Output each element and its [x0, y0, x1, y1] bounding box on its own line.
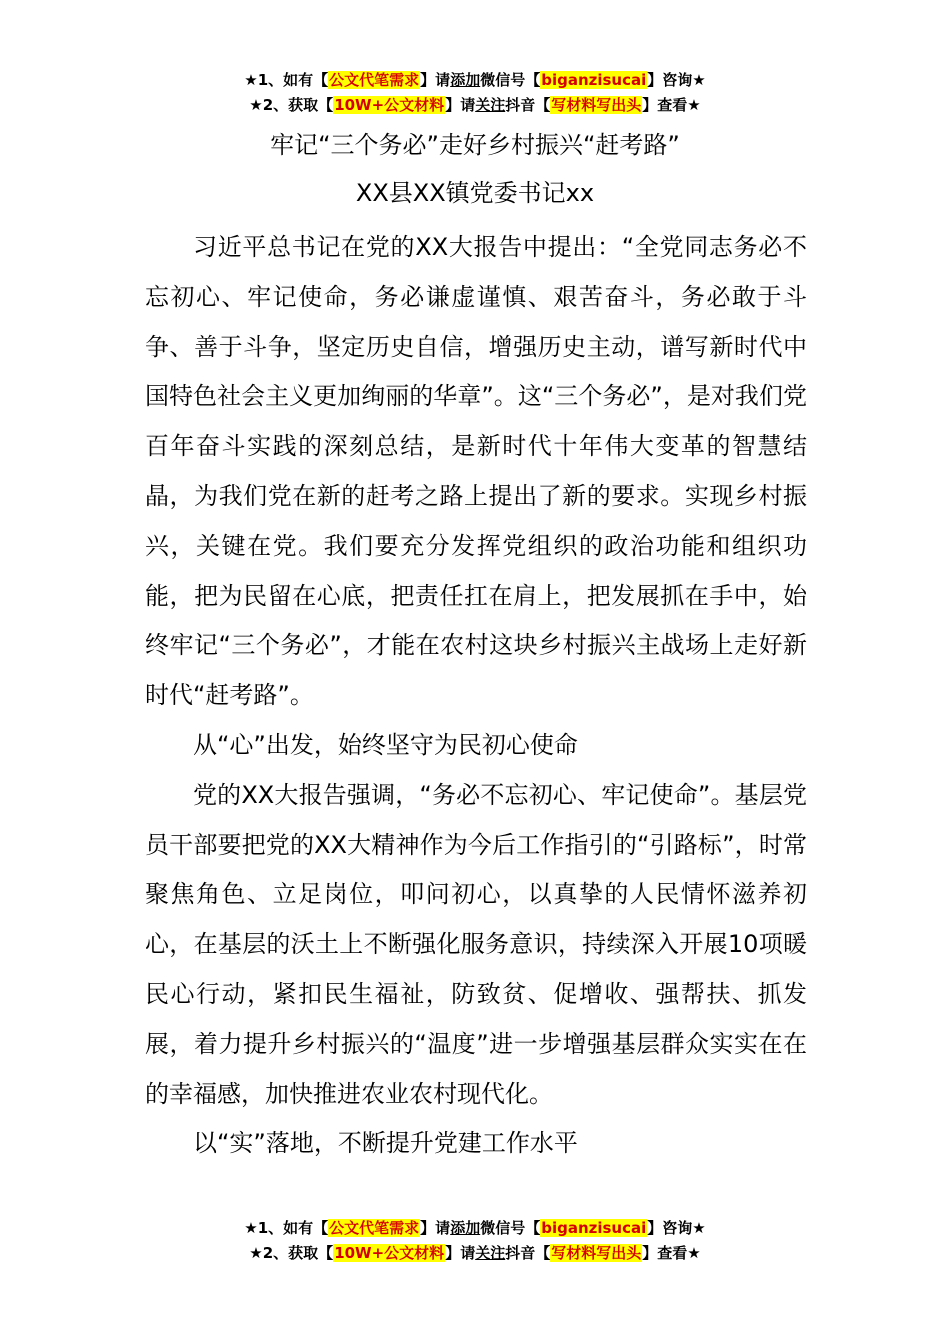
- promo-highlight: 公文代笔需求: [329, 71, 420, 89]
- promo-text: ★2、获取【: [249, 96, 334, 114]
- promo-text: 】请: [420, 1219, 451, 1237]
- promo-line-1: [0, 68, 950, 93]
- document-body: [145, 223, 807, 1169]
- promo-line-2: [0, 1241, 950, 1266]
- section-heading: 从“心”出发，始终坚守为民初心使命: [193, 730, 578, 759]
- promo-banner-top: [0, 68, 950, 118]
- body-paragraph: 党的XX大报告强调，“务必不忘初心、牢记使命”。基层党员干部要把党的XX大精神作为今后工作指引的“引路标”，时常聚焦角色、立足岗位，叩问初心，以真挚的人民情怀滋养初心，在基层的沃土上不断强化服务意识，持续深入开展10项暖民心行动，紧扣民生福祉，防致贫、促增收、强帮扶、抓发展，着力提升乡村振兴的“温度”进一步增强基层群众实实在在的幸福感，加快推进农业农村现代化。: [145, 780, 807, 1108]
- promo-text: ★1、如有【: [244, 1219, 329, 1237]
- promo-text: 】咨询★: [647, 1219, 706, 1237]
- promo-highlight: biganzisucai: [541, 71, 647, 89]
- promo-text: 】请: [420, 71, 451, 89]
- promo-text: 】咨询★: [647, 71, 706, 89]
- promo-text: 微信号【: [480, 71, 541, 89]
- section-heading: 以“实”落地，不断提升党建工作水平: [193, 1129, 578, 1158]
- promo-underline: 关注: [475, 1244, 506, 1262]
- promo-highlight: 公文代笔需求: [329, 1219, 420, 1237]
- promo-highlight: 写材料写出头: [551, 96, 642, 114]
- body-paragraph: 习近平总书记在党的XX大报告中提出：“全党同志务必不忘初心、牢记使命，务必谦虚谨慎、艰苦奋斗，务必敢于斗争、善于斗争，坚定历史自信，增强历史主动，谱写新时代中国特色社会主义更加绚丽的华章”。这“三个务必”，是对我们党百年奋斗实践的深刻总结，是新时代十年伟大变革的智慧结晶，为我们党在新的赶考之路上提出了新的要求。实现乡村振兴，关键在党。我们要充分发挥党组织的政治功能和组织功能，把为民留在心底，把责任扛在肩上，把发展抓在手中，始终牢记“三个务必”，才能在农村这块乡村振兴主战场上走好新时代“赶考路”。: [145, 233, 807, 710]
- promo-line-1: [0, 1216, 950, 1241]
- promo-text: 】请: [445, 1244, 476, 1262]
- promo-underline: 关注: [475, 96, 506, 114]
- promo-underline: 添加: [450, 71, 481, 89]
- promo-line-2: [0, 93, 950, 118]
- promo-text: 】查看★: [642, 96, 701, 114]
- document-author: XX县XX镇党委书记xx: [355, 179, 595, 207]
- promo-text: 抖音【: [505, 1244, 551, 1262]
- document-title: 牢记“三个务必”走好乡村振兴“赶考路”: [270, 131, 680, 159]
- promo-text: 】查看★: [642, 1244, 701, 1262]
- promo-text: 】请: [445, 96, 476, 114]
- promo-banner-bottom: [0, 1216, 950, 1266]
- promo-highlight: 10W+公文材料: [334, 1244, 445, 1262]
- promo-underline: 添加: [450, 1219, 481, 1237]
- promo-text: ★1、如有【: [244, 71, 329, 89]
- promo-highlight: biganzisucai: [541, 1219, 647, 1237]
- promo-text: 微信号【: [480, 1219, 541, 1237]
- promo-text: ★2、获取【: [249, 1244, 334, 1262]
- promo-text: 抖音【: [505, 96, 551, 114]
- promo-highlight: 写材料写出头: [551, 1244, 642, 1262]
- promo-highlight: 10W+公文材料: [334, 96, 445, 114]
